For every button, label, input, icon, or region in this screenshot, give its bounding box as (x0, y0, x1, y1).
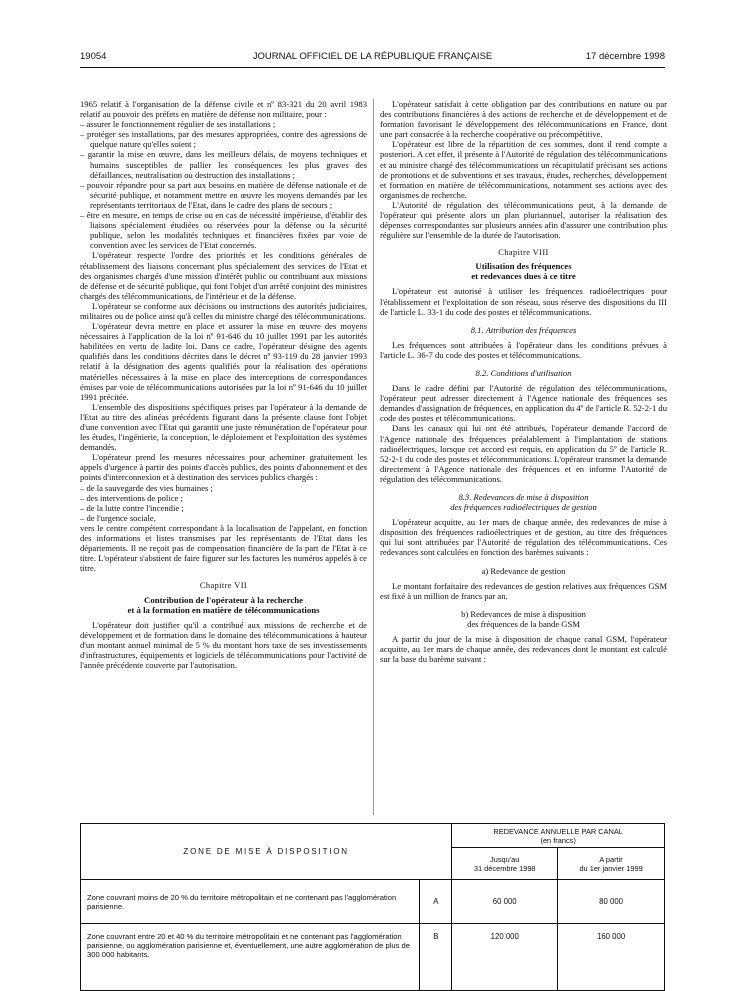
paragraph: vers le centre compétent correspondant à la localisation de l'appelant, en fonction des informations et listes transmises par les représentants de l'Etat dans les départements. Il ne reçoit pas de compensation financière de la part de l'Etat à ce titre. L'opérateur s'abstient de faire figurer sur les factures les numéros appelés à ce titre. (80, 522, 367, 574)
subsection-heading (380, 609, 667, 629)
table-row (81, 880, 665, 924)
table-row (81, 924, 665, 991)
chapter-title-line: et à la formation en matière de télécommunications (127, 604, 320, 615)
paragraph: Le montant forfaitaire des redevances de gestion relatives aux fréquences GSM est fixé à un million de francs par an. (380, 580, 667, 601)
redevance-header (452, 824, 665, 848)
chapter-title-line: Contribution de l'opérateur à la recherche (143, 594, 304, 605)
zone-cell: Zone couvrant entre 20 et 40 % du territoire métropolitain et ne contenant pas l'agglomération parisienne, ou agglomération parisienne et, éventuellement, une autre agglomération de plus de 300 000 habitants. (81, 924, 420, 991)
redevance-header-line: (en francs) (540, 835, 576, 845)
value-1999-cell: 80 000 (558, 880, 665, 924)
paragraph: 1965 relatif à l'organisation de la défense civile et nº 83-321 du 20 avril 1983 relatif au pouvoir des préfets en matière de défense non militaire, pour : (80, 99, 367, 120)
redevance-table (80, 823, 665, 991)
paragraph: L'opérateur devra mettre en place et assurer la mise en œuvre des moyens nécessaires à l'application de la loi nº 91-646 du 10 juillet 1991 par les autorités habilitées en vertu de ladite loi. Dans ce cadre, l'opérateur désigne des agents qualifiés dans les conditions décrites dans le décret nº 93-119 du 28 janvier 1993 relatif à la désignation des agents qualifiés pour la réalisation des opérations matérielles nécessaires à la mise en place des interceptions de correspondances émises par voie de télécommunications autorisées par la loi nº 91-646 du 10 juillet 1991 précitée. (80, 321, 367, 402)
redevance-header-line: REDEVANCE ANNUELLE PAR CANAL (493, 826, 623, 836)
publication-date: 17 décembre 1998 (585, 51, 665, 62)
paragraph: Dans les canaux qui lui ont été attribués, l'opérateur demande l'accord de l'Agence nationale des fréquences préalablement à l'implantation de stations radioélectriques, lorsque cet accord est requis, en application du 5º de l'article R. 52-2-1 du code des postes et télécommunications. L'opérateur transmet la demande directement à l'Agence nationale des fréquences et en informe l'Autorité de régulation des télécommunications. (380, 423, 667, 484)
list-item: – de l'urgence sociale, (80, 512, 156, 523)
chapter-heading: Chapitre VIII (498, 248, 549, 258)
chapter-title (380, 261, 667, 281)
subsection-heading-line: des fréquences de la bande GSM (467, 618, 580, 629)
header-rule (80, 67, 665, 68)
section-heading-line: des fréquences radioélectriques de gestion (450, 502, 597, 513)
list-item: – protéger ses installations, par des mesures appropriées, contre des agressions de quelque nature qu'elles soient ; (80, 129, 367, 150)
paragraph: Dans le cadre défini par l'Autorité de régulation des télécommunications, l'opérateur peut adresser directement à l'Agence nationale des fréquences ses demandes d'assignation de fréquences, en application du 4º de l'article R. 52-2-1 du code des postes et télécommunications. (380, 383, 667, 424)
value-1998-cell: 120 000 (452, 924, 558, 991)
paragraph: L'opérateur est libre de la répartition de ces sommes, dont il rend compte a posteriori. A cet effet, il présente à l'Autorité de régulation des télécommunications et au ministre chargé des télécommunications un récapitulatif précisant ses actions de promotions et de subventions et ses travaux, études, recherches, développement et formation en matière de télécommunications, notamment ses actions avec des organismes de recherche. (380, 139, 667, 200)
column-header-line: A partir (599, 854, 623, 864)
list-item: – être en mesure, en temps de crise ou en cas de nécessité impérieuse, d'établir des liaisons spécialement étudiées ou réservées pour la défense ou la sécurité publique, selon les modalités techniques et financières fixées par voie de convention avec les services de l'Etat concernés. (80, 210, 367, 251)
paragraph: L'opérateur doit justifier qu'il a contribué aux missions de recherche et de développement et de formation dans le domaine des télécommunications à hauteur d'un montant annuel minimal de 5 % du montant hors taxe de ses investissements d'infrastructures, équipements et logiciels de télécommunications pour l'activité de l'année précédente couverte par l'autorisation. (80, 619, 367, 670)
section-heading-line: 8.3. Redevances de mise à disposition (458, 492, 589, 502)
journal-title: JOURNAL OFFICIEL DE LA RÉPUBLIQUE FRANÇAISE (252, 51, 493, 62)
left-column (80, 99, 367, 670)
section-heading (380, 492, 667, 512)
zone-code-cell: A (420, 880, 452, 924)
paragraph: L'opérateur acquitte, au 1er mars de chaque année, des redevances de mise à disposition des fréquences radioélectriques et de gestion, au titre des fréquences qui lui sont attribuées par l'Autorité de régulation des télécommunications. Ces redevances sont calculées en fonction des barèmes suivants : (380, 517, 667, 558)
list-item: – de la lutte contre l'incendie ; (80, 502, 184, 513)
chapter-title-line: Utilisation des fréquences (475, 261, 572, 272)
value-1999-cell: 160 000 (558, 924, 665, 991)
column-header-line: du 1er janvier 1999 (579, 863, 643, 873)
chapter-title (80, 595, 367, 615)
list-item: – des interventions de police ; (80, 492, 183, 503)
subsection-heading: a) Redevance de gestion (481, 565, 566, 576)
list-item: – assurer le fonctionnement régulier de ses installations ; (80, 119, 276, 130)
section-heading: 8.2. Conditions d'utilisation (475, 367, 572, 378)
paragraph: L'Autorité de régulation des télécommunications peut, à la demande de l'opérateur qui présente alors un plan pluriannuel, autoriser la réalisation des dépenses correspondantes sur plusieurs années afin d'assurer une contribution plus régulière sur l'ensemble de la durée de l'autorisation. (380, 199, 667, 241)
paragraph: L'opérateur est autorisé à utiliser les fréquences radioélectriques pour l'établissement et l'exploitation de son réseau, sous réserve des dispositions du III de l'article L. 33-1 du code des postes et télécommunications. (380, 286, 667, 317)
paragraph: A partir du jour de la mise à disposition de chaque canal GSM, l'opérateur acquitte, au 1er mars de chaque année, des redevances dont le montant est calculé sur la base du barème suivant : (380, 634, 667, 665)
zone-header: ZONE DE MISE À DISPOSITION (81, 824, 452, 880)
paragraph: Les fréquences sont attribuées à l'opérateur dans les conditions prévues à l'article L. 36-7 du code des postes et télécommunications. (380, 339, 667, 360)
chapter-heading: Chapitre VII (199, 581, 248, 591)
list-item: – de la sauvegarde des vies humaines ; (80, 482, 213, 493)
list-item: – pouvoir répondre pour sa part aux besoins en matière de défense nationale et de sécurité publique, et notamment mettre en œuvre les moyens demandés par les représentants territoriaux de l'Etat, dans le cadre des plans de secours ; (80, 179, 367, 210)
paragraph: L'opérateur respecte l'ordre des priorités et les conditions générales de rétablissement des liaisons concernant plus spécialement des services de l'Etat et des organismes chargés d'une mission d'intérêt public ou contribuant aux missions de défense et de sécurité publique, qui font l'objet d'un arrêté conjoint des ministres chargés des télécommunications, de l'intérieur et de la défense. (80, 250, 367, 301)
column-divider (373, 99, 374, 815)
column-header-line: Jusqu'au (490, 854, 520, 864)
column-header-1998 (452, 848, 558, 880)
column-header-1999 (558, 848, 665, 880)
paragraph: L'ensemble des dispositions spécifiques prises par l'opérateur à la demande de l'Etat au titre des alinéas précédents figurant dans la présente clause font l'objet d'une convention avec l'Etat qui garantit une juste rémunération de l'opérateur pour les études, l'ingénierie, la conception, le déploiement et l'exploitation des systèmes demandés. (80, 401, 367, 453)
paragraph: L'opérateur se conforme aux décisions ou instructions des autorités judiciaires, militaires ou de police ainsi qu'à celles du ministre chargé des télécommunications. (80, 300, 367, 321)
list-item: – garantir la mise en œuvre, dans les meilleurs délais, de moyens techniques et humains susceptibles de pallier les conséquences les plus graves des défaillances, neutralisation ou destruction des installations ; (80, 149, 367, 180)
paragraph: L'opérateur prend les mesures nécessaires pour acheminer gratuitement les appels d'urgence à partir des points d'accès publics, des points d'abonnement et des points d'interconnexion et à destination des services publics chargés : (80, 452, 367, 483)
chapter-title-line: et redevances dues à ce titre (471, 271, 576, 282)
column-header-line: 31 décembre 1998 (473, 863, 536, 873)
page-number: 19054 (80, 51, 107, 62)
zone-code-cell: B (420, 924, 452, 991)
section-heading: 8.1. Attribution des fréquences (470, 324, 577, 335)
right-column (380, 99, 667, 664)
subsection-heading-line: b) Redevances de mise à disposition (461, 608, 586, 619)
value-1998-cell: 60 000 (452, 880, 558, 924)
page-header (80, 51, 665, 67)
paragraph: L'opérateur satisfait à cette obligation par des contributions en nature ou par des contributions financières à des actions de recherche et de développement et de formation favorisant le développement des télécommunications en France, dont une part consacrée à la recherche coopérative ou précompétitive. (380, 99, 667, 140)
zone-cell: Zone couvrant moins de 20 % du territoire métropolitain et ne contenant pas l'agglomération parisienne. (81, 880, 420, 924)
